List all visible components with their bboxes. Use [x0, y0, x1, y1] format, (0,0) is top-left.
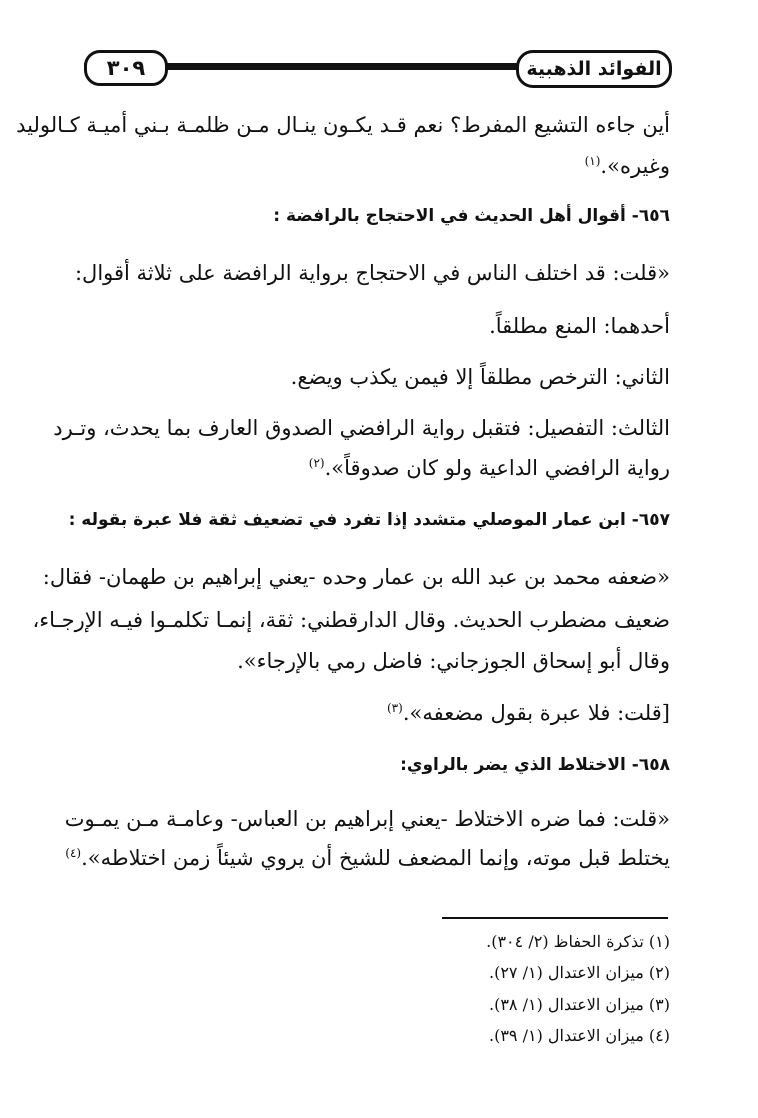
text: أحدهما: المنع مطلقاً.	[489, 314, 670, 338]
footnote-divider	[442, 917, 668, 919]
text: ٦٥٧- ابن عمار الموصلي متشدد إذا تفرد في تضعيف ثقة فلا عبرة بقوله :	[68, 510, 670, 530]
text: «ضعفه محمد بن عبد الله بن عمار وحده -يعني إبراهيم بن طهمان- فقال:	[42, 565, 670, 589]
paragraph-line	[64, 804, 670, 834]
paragraph-line	[42, 562, 670, 592]
text: ٦٥٦- أقوال أهل الحديث في الاحتجاج بالرافضة :	[273, 206, 670, 226]
paragraph-line	[53, 413, 670, 443]
page-number-text: ٣٠٩	[106, 56, 146, 80]
running-title-text: الفوائد الذهبية	[526, 58, 662, 80]
text: [قلت: فلا عبرة بقول مضعفه».	[402, 701, 670, 725]
text: ٦٥٨- الاختلاط الذي يضر بالراوي:	[400, 755, 670, 775]
footnote: (١) تذكرة الحفاظ (٢/ ٣٠٤).	[486, 932, 670, 951]
text: رواية الرافضي الداعية ولو كان صدوقاً».	[324, 456, 670, 480]
footnote: (٢) ميزان الاعتدال (١/ ٢٧).	[488, 963, 670, 982]
text: «قلت: قد اختلف الناس في الاحتجاج برواية الرافضة على ثلاثة أقوال:	[74, 261, 670, 285]
text: أين جاءه التشيع المفرط؟ نعم قـد يكـون ينـال مـن ظلمـة بـني أميـة كـالوليد	[16, 113, 670, 137]
paragraph-line	[387, 698, 670, 728]
paragraph-line	[237, 646, 670, 676]
page-number	[84, 50, 168, 86]
footnote-ref: (٣)	[386, 701, 403, 715]
running-title	[516, 50, 672, 88]
footnote-ref: (١)	[584, 154, 601, 168]
paragraph-line	[75, 258, 670, 288]
paragraph-line	[291, 362, 670, 392]
paragraph-line	[16, 110, 670, 140]
paragraph-line	[585, 151, 670, 181]
paragraph-line	[489, 311, 670, 341]
footnote-ref: (٢)	[308, 456, 325, 470]
section-heading	[273, 203, 670, 229]
section-heading	[69, 507, 670, 533]
text: يختلط قبل موته، وإنما المضعف للشيخ أن يروي شيئاً زمن اختلاطه».	[81, 846, 670, 870]
text: الثاني: الترخص مطلقاً إلا فيمن يكذب ويضع.	[290, 365, 670, 389]
paragraph-line	[32, 605, 670, 635]
footnote-ref: (٤)	[65, 846, 82, 860]
paragraph-line	[309, 453, 670, 483]
text: «قلت: فما ضره الاختلاط -يعني إبراهيم بن العباس- وعامـة مـن يمـوت	[64, 807, 670, 831]
footnote: (٤) ميزان الاعتدال (١/ ٣٩).	[488, 1026, 670, 1045]
text: وقال أبو إسحاق الجوزجاني: فاضل رمي بالإرجاء».	[237, 649, 670, 673]
paragraph-line	[65, 843, 670, 873]
text: وغيره».	[600, 154, 670, 178]
footnote: (٣) ميزان الاعتدال (١/ ٣٨).	[488, 995, 670, 1014]
text: ضعيف مضطرب الحديث. وقال الدارقطني: ثقة، إنمـا تكلمـوا فيـه الإرجـاء،	[32, 608, 670, 632]
section-heading	[400, 752, 670, 778]
text: الثالث: التفصيل: فتقبل رواية الرافضي الصدوق العارف بما يحدث، وتـرد	[53, 416, 670, 440]
